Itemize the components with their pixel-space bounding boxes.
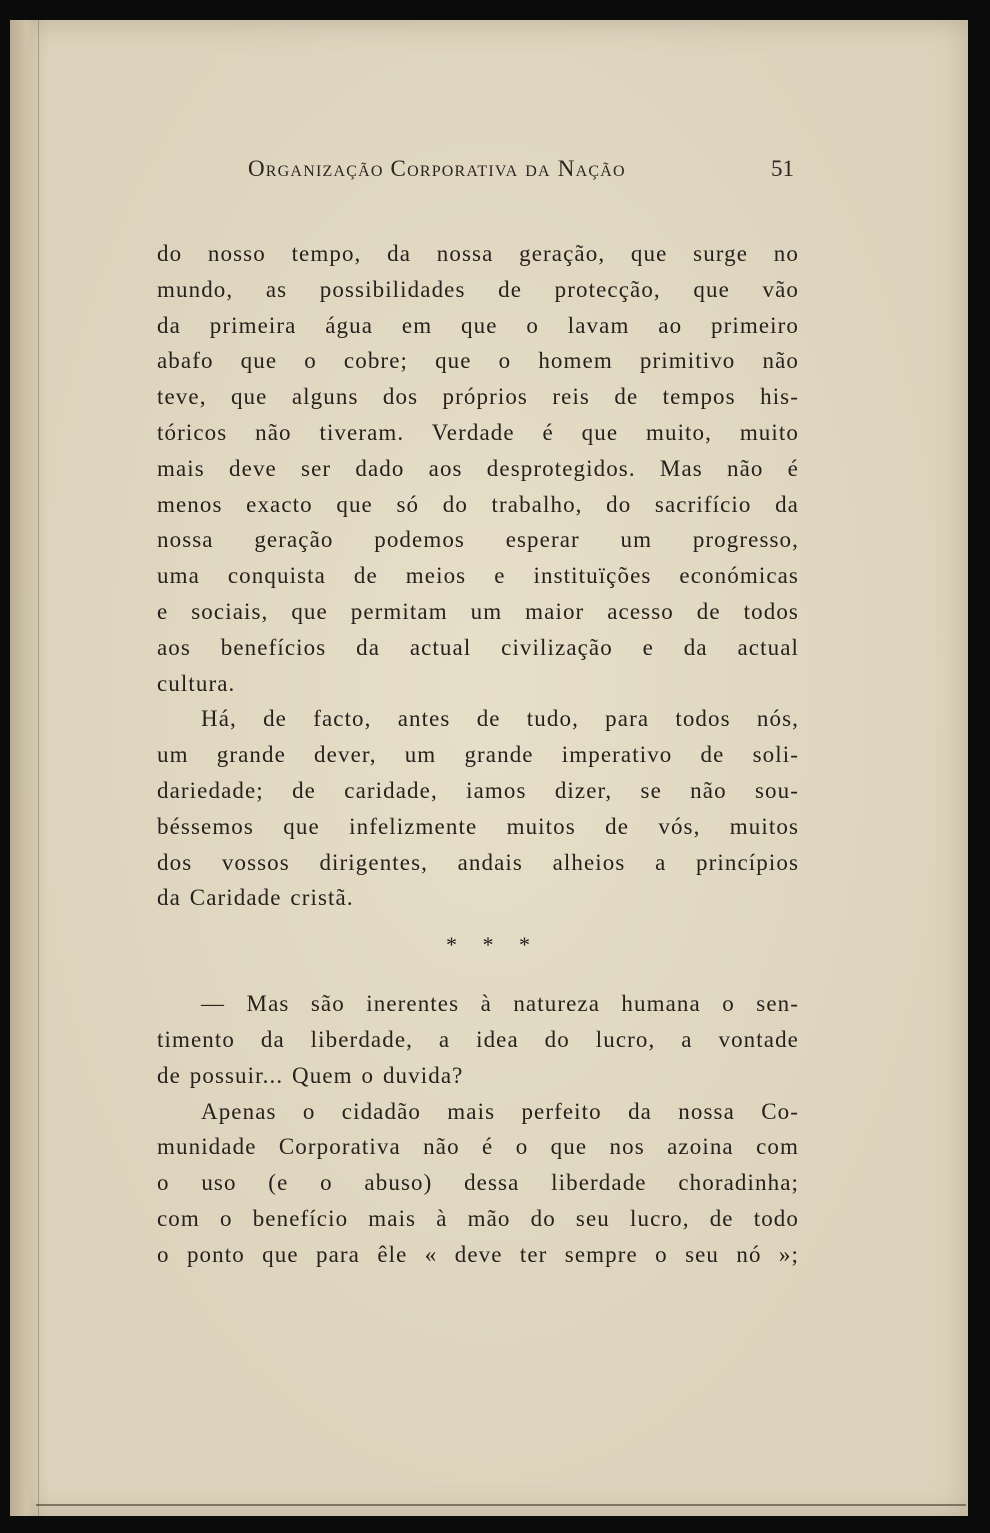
text-line: tóricos não tiveram. Verdade é que muito, muito	[157, 419, 799, 445]
paragraph	[157, 1094, 799, 1273]
text-line: — Mas são inerentes à natureza humana o sen-	[201, 991, 799, 1017]
text-line: da primeira água em que o lavam ao primeiro	[157, 312, 799, 338]
paragraph	[157, 236, 799, 701]
body-text	[157, 236, 799, 1273]
text-line: timento da liberdade, a idea do lucro, a vontade	[157, 1026, 799, 1052]
text-line: de possuir... Quem o duvida?	[157, 1062, 464, 1088]
text-line: da Caridade cristã.	[157, 885, 354, 911]
text-line: uma conquista de meios e instituïções económicas	[157, 563, 799, 589]
text-line: béssemos que infelizmente muitos de vós, muitos	[157, 813, 799, 839]
text-line: mais deve ser dado aos desprotegidos. Mas não é	[157, 455, 799, 481]
text-line: munidade Corporativa não é o que nos azoina com	[157, 1134, 799, 1160]
text-line: dariedade; de caridade, iamos dizer, se não sou-	[157, 777, 799, 803]
text-line: menos exacto que só do trabalho, do sacrifício da	[157, 491, 799, 517]
text-line: aos benefícios da actual civilização e da actual	[157, 634, 799, 660]
text-line: cultura.	[157, 670, 236, 696]
paragraph	[157, 701, 799, 916]
page-gutter-fold	[10, 20, 39, 1516]
text-line: um grande dever, um grande imperativo de soli-	[157, 742, 799, 768]
page-bottom-edge	[36, 1504, 966, 1506]
text-line: do nosso tempo, da nossa geração, que surge no	[157, 241, 799, 266]
running-title: Organização Corporativa da Nação	[248, 156, 626, 181]
running-header	[160, 156, 800, 192]
text-line: abafo que o cobre; que o homem primitivo não	[157, 348, 799, 374]
text-line: o uso (e o abuso) dessa liberdade choradinha;	[157, 1170, 799, 1196]
text-line: com o benefício mais à mão do seu lucro, de todo	[157, 1205, 799, 1231]
text-line: Há, de facto, antes de tudo, para todos nós,	[201, 706, 799, 732]
text-line: Apenas o cidadão mais perfeito da nossa Co-	[201, 1098, 799, 1124]
text-line: e sociais, que permitam um maior acesso de todos	[157, 598, 799, 624]
text-line: teve, que alguns dos próprios reis de tempos his-	[157, 384, 799, 410]
paragraph	[157, 986, 799, 1093]
text-line: o ponto que para êle « deve ter sempre o seu nó »;	[157, 1241, 799, 1267]
section-break: * * *	[446, 932, 540, 958]
text-line: mundo, as possibilidades de protecção, que vão	[157, 276, 799, 302]
text-line: nossa geração podemos esperar um progresso,	[157, 527, 799, 553]
text-line: dos vossos dirigentes, andais alheios a princípios	[157, 849, 799, 875]
page-number: 51	[771, 156, 794, 181]
